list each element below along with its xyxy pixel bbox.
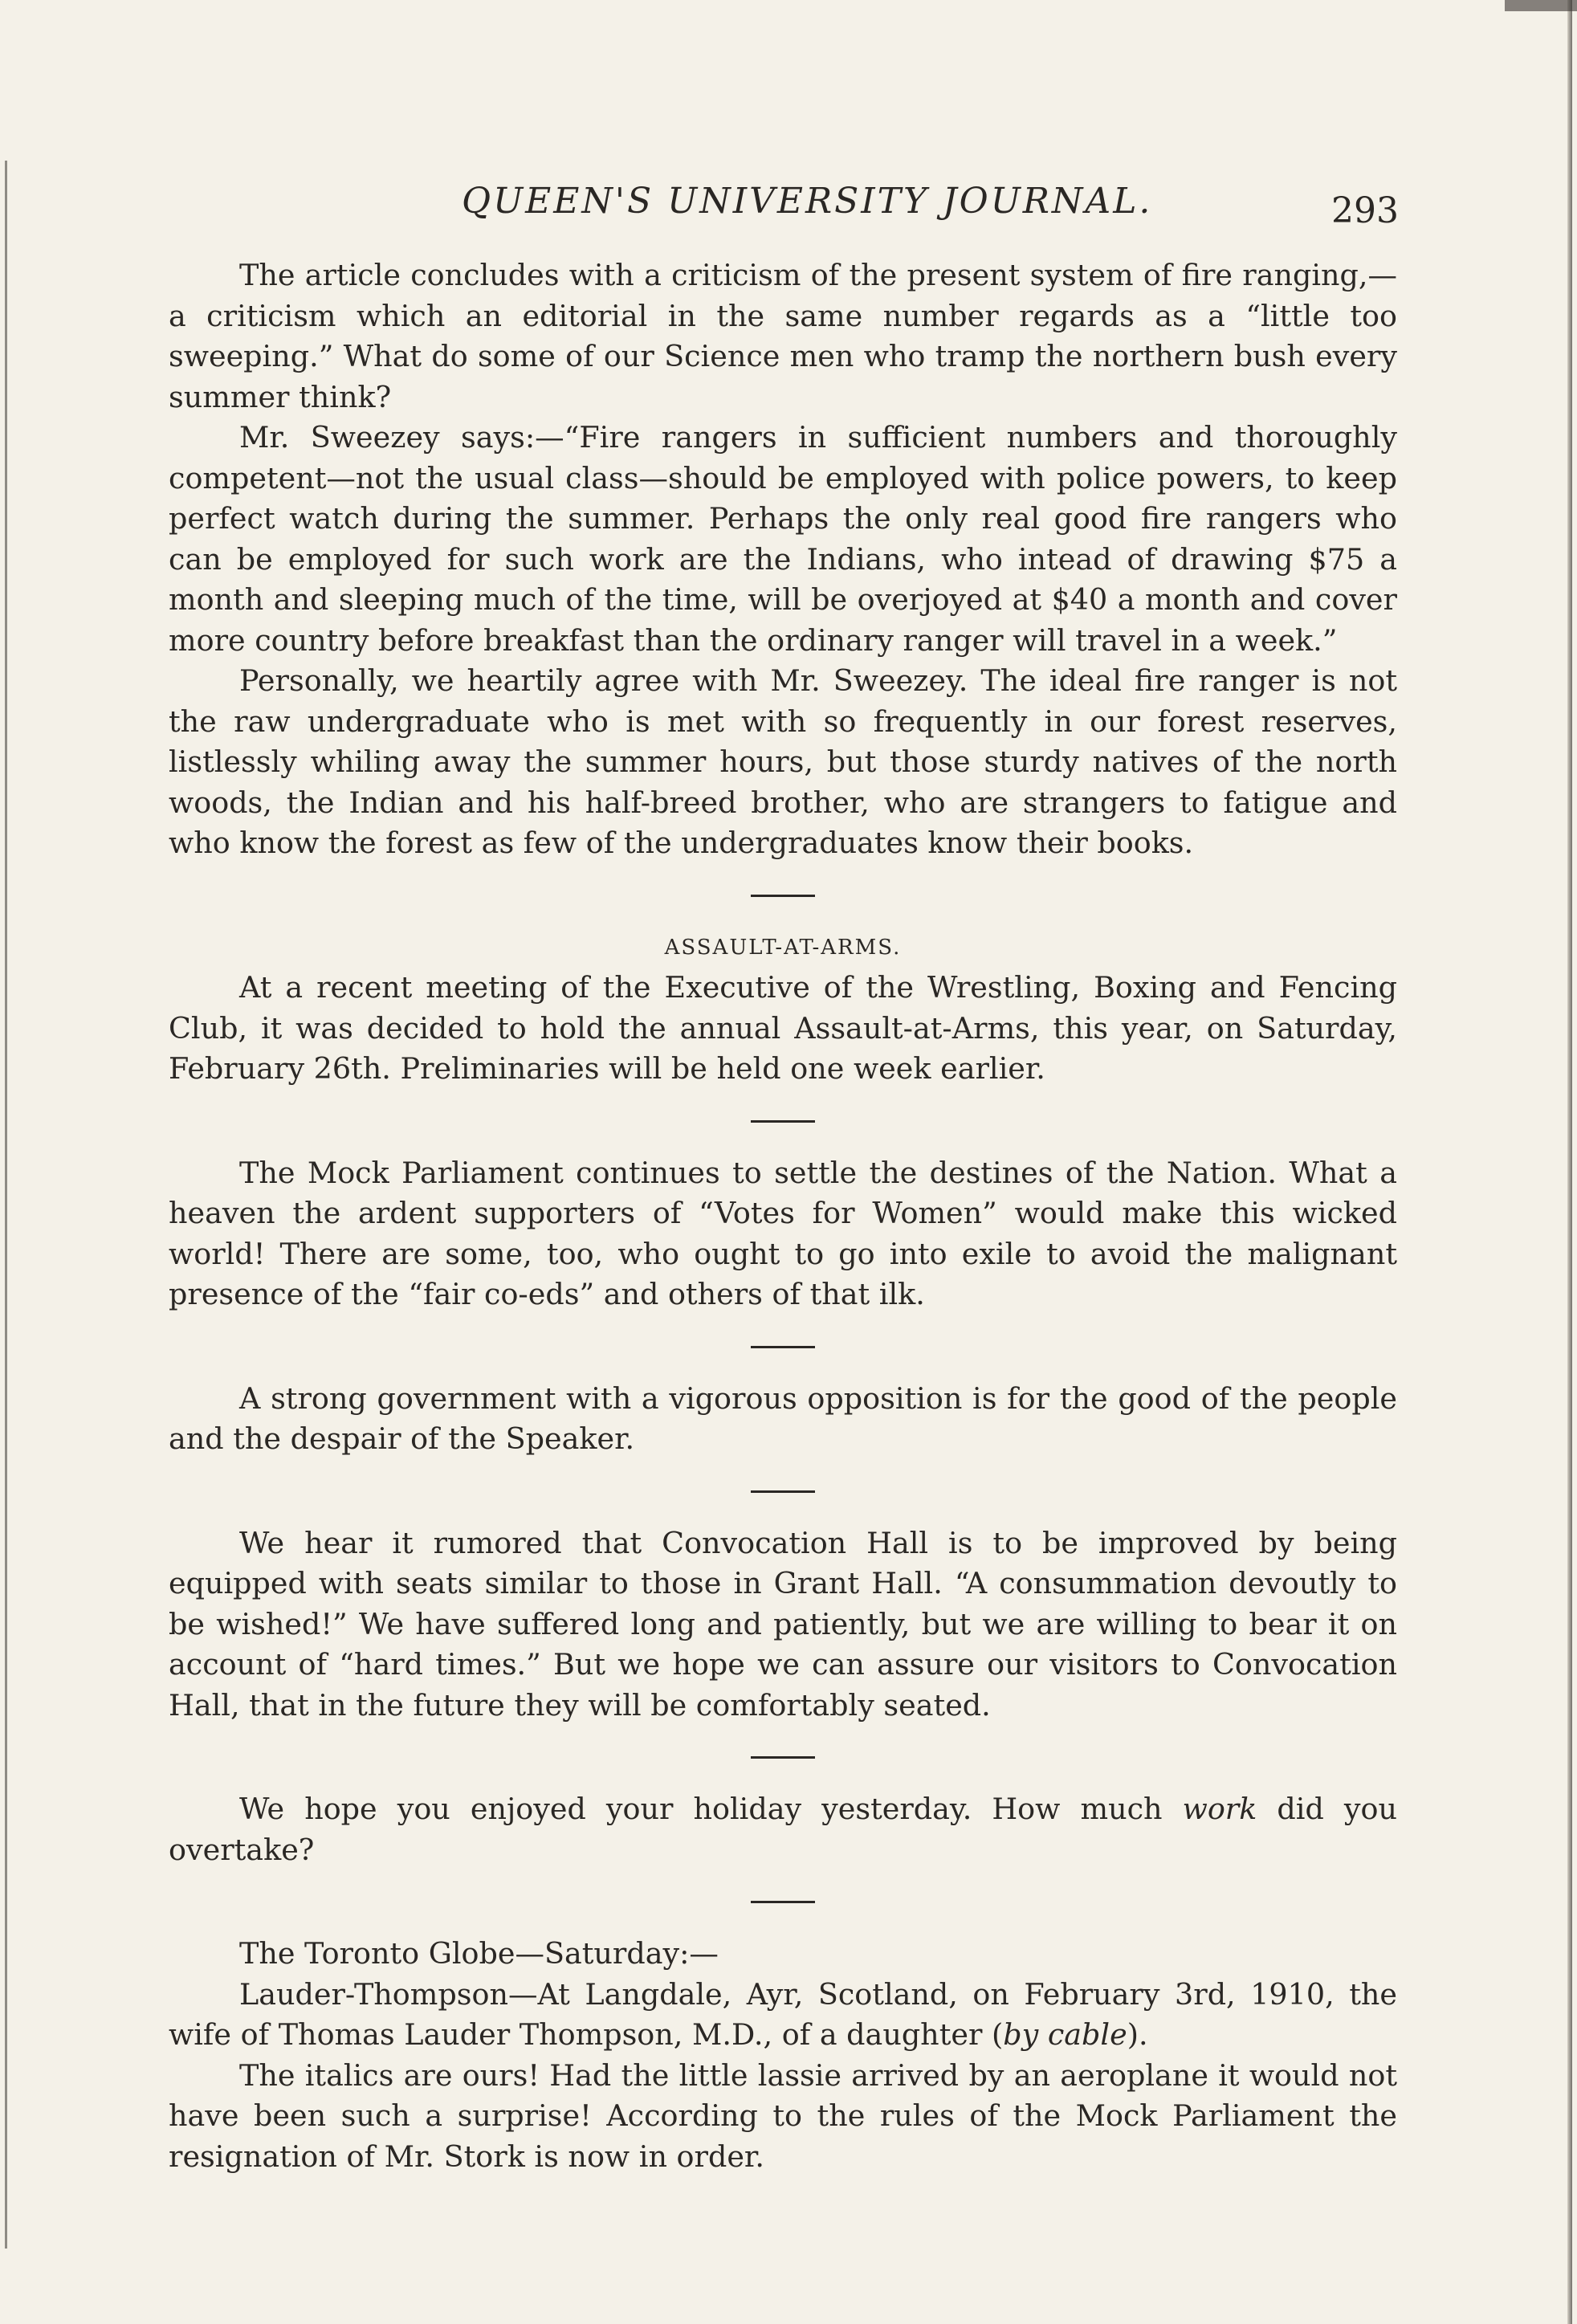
page-header xyxy=(0,181,1577,229)
section-divider xyxy=(751,1901,815,1903)
top-right-corner-mark xyxy=(1505,0,1577,11)
text-column xyxy=(169,255,1397,2177)
paragraph-holiday xyxy=(169,1789,1397,1870)
page-number: 293 xyxy=(1331,190,1399,231)
right-page-edge xyxy=(1567,0,1572,2324)
section-divider xyxy=(751,1490,815,1493)
paragraph-convocation-hall: We hear it rumored that Convocation Hall is to be improved by being equipped with seats similar to those in Grant Hall. “A consummation devoutly to be wished!” We have suffered long and patiently, but we are willing to bear it on account of “hard times.” But we hope we can assure our visitors to Convocation Hall, that in the future they will be comfortably seated. xyxy=(169,1525,1397,1723)
birth-notice-text-1: Lauder-Thompson—At Langdale, Ayr, Scotland, on February 3rd, 1910, the wife of Thomas Lauder Thompson, M.D., of a daughter ( xyxy=(169,1976,1397,2052)
section-heading-assault-at-arms: ASSAULT-AT-ARMS. xyxy=(664,935,902,960)
running-title: QUEEN'S UNIVERSITY JOURNAL. xyxy=(462,181,1153,222)
paragraph-fire-ranging: The article concludes with a criticism of the present system of fire ranging,—a criticism which an editorial in the same number regards as a “little too sweeping.” What do some of our Science men who tramp the northern bush every summer think? xyxy=(169,258,1397,414)
paragraph-sweezey-quote: Mr. Sweezey says:—“Fire rangers in sufficient numbers and thoroughly competent—not the usual class—should be employed with police powers, to keep perfect watch during the summer. Perhaps the only real good fire rangers who can be employed for such work are the Indians, who intead of drawing $75 a month and sleeping much of the time, will be overjoyed at $40 a month and cover more country before breakfast than the ordinary ranger will travel in a week.” xyxy=(169,420,1397,658)
italic-by-cable: by cable xyxy=(1003,2017,1127,2052)
section-divider xyxy=(751,895,815,897)
paragraph-holiday-text-2: did you overtake? xyxy=(169,1792,1397,1867)
paragraph-toronto-globe: The Toronto Globe—Saturday:— xyxy=(239,1936,719,1971)
paragraph-mr-stork: The italics are ours! Had the little lassie arrived by an aeroplane it would not have been such a surprise! According to the rules of the Mock Parliament the resignation of Mr. Stork is now in order. xyxy=(169,2057,1397,2174)
birth-notice-text-2: ). xyxy=(1127,2017,1148,2052)
section-divider xyxy=(751,1756,815,1759)
left-page-edge xyxy=(5,161,7,2249)
section-divider xyxy=(751,1346,815,1348)
italic-work: work xyxy=(1182,1792,1257,1826)
paragraph-mock-parliament: The Mock Parliament continues to settle the destines of the Nation. What a heaven the ardent supporters of “Votes for Women” would make this wicked world! There are some, too, who ought to go into exile to avoid the malignant presence of the “fair co-eds” and others of that ilk. xyxy=(169,1155,1397,1311)
paragraph-assault-at-arms: At a recent meeting of the Executive of the Wrestling, Boxing and Fencing Club, it was decided to hold the annual Assault-at-Arms, this year, on Saturday, February 26th. Preliminaries will be held one week earlier. xyxy=(169,970,1397,1086)
paragraph-strong-government: A strong government with a vigorous opposition is for the good of the people and the despair of the Speaker. xyxy=(169,1380,1397,1456)
paragraph-birth-notice xyxy=(169,1975,1397,2056)
paragraph-ideal-ranger: Personally, we heartily agree with Mr. Sweezey. The ideal fire ranger is not the raw undergraduate who is met with so frequently in our forest reserves, listlessly whiling away the summer hours, but those sturdy natives of the north woods, the Indian and his half-breed brother, who are strangers to fatigue and who know the forest as few of the undergraduates know their books. xyxy=(169,663,1397,860)
section-divider xyxy=(751,1120,815,1123)
paragraph-holiday-text-1: We hope you enjoyed your holiday yesterday. How much xyxy=(239,1792,1183,1826)
